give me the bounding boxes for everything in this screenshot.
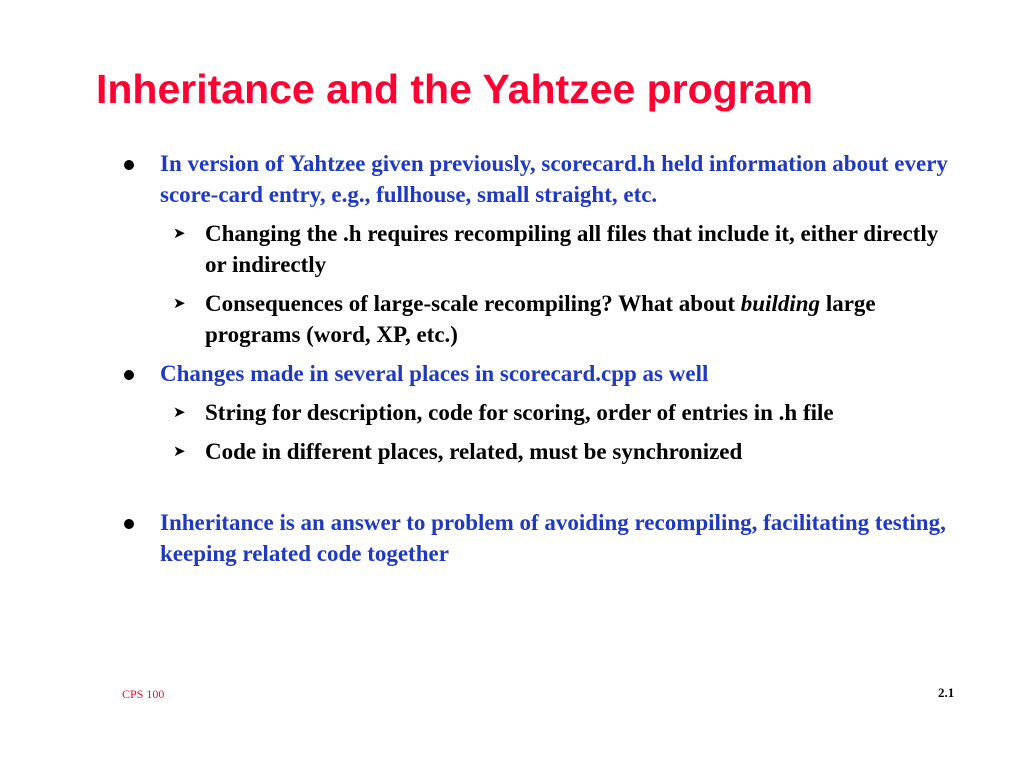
footer-course-label: CPS 100 <box>122 687 165 701</box>
bullet-item <box>160 358 960 389</box>
sub-bullet-text: Changing the .h requires recompiling all files that include it, either directly or indirectly <box>205 221 939 277</box>
sub-bullet-item <box>173 436 965 467</box>
slide-number: 2.1 <box>938 685 955 700</box>
bullet-dot-icon <box>124 370 134 380</box>
bullet-item <box>160 507 960 569</box>
bullet-text: Inheritance is an answer to problem of avoiding recompiling, facilitating testing, keeping related code together <box>160 510 946 566</box>
sub-bullet-text: String for description, code for scoring, order of entries in .h file <box>205 400 834 425</box>
slide-title: Inheritance and the Yahtzee program <box>96 66 813 112</box>
sub-bullet-item <box>173 397 965 428</box>
sub-bullet-item <box>173 288 965 350</box>
arrowhead-icon: ➤ <box>173 403 186 421</box>
slide-body <box>0 148 1024 569</box>
bullet-text: Changes made in several places in scorecard.cpp as well <box>160 361 709 386</box>
bullet-text: In version of Yahtzee given previously, scorecard.h held information about every score-card entry, e.g., fullhouse, small straight, etc. <box>160 151 948 207</box>
sub-bullet-text-part: Consequences of large-scale recompiling? What about <box>205 291 741 316</box>
bullet-dot-icon <box>124 519 134 529</box>
bullet-dot-icon <box>124 160 134 170</box>
arrowhead-icon: ➤ <box>173 294 186 312</box>
sub-bullet-text: Code in different places, related, must be synchronized <box>205 439 743 464</box>
bullet-item <box>160 148 960 210</box>
sub-bullet-italic-text: building <box>740 291 821 316</box>
arrowhead-icon: ➤ <box>173 442 186 460</box>
arrowhead-icon: ➤ <box>173 224 186 242</box>
sub-bullet-item <box>173 218 965 280</box>
sub-bullet-text-part: large programs (word, XP, etc.) <box>205 291 876 347</box>
